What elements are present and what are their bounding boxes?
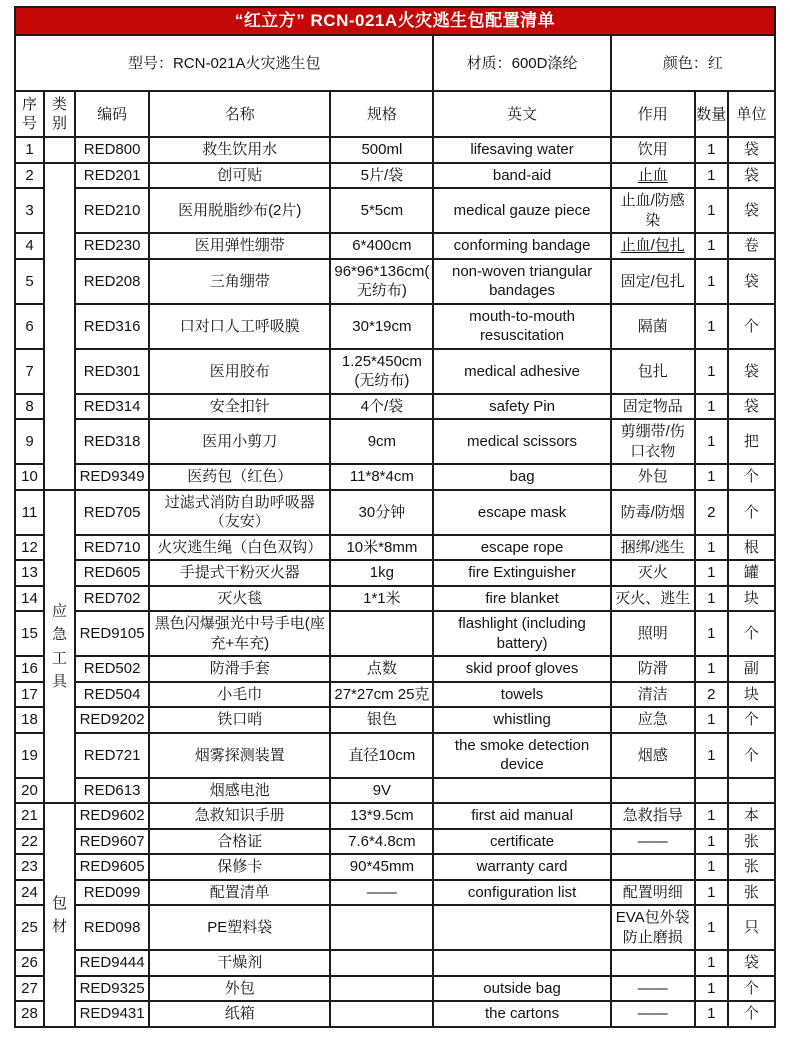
cell-unit: 本 [728,803,775,829]
cell-row-number: 22 [15,829,44,855]
cell-name: 医药包（红色） [149,464,330,490]
cell-english: medical adhesive [433,349,610,394]
cell-english: configuration list [433,880,610,906]
model-cell: 型号：RCN-021A火灾逃生包 [15,35,433,91]
cell-english: band-aid [433,163,610,189]
cell-name: 配置清单 [149,880,330,906]
cell-name: 医用胶布 [149,349,330,394]
cell-quantity: 1 [695,611,728,656]
cell-unit: 张 [728,854,775,880]
cell-quantity: 1 [695,464,728,490]
header-row [15,91,775,137]
color-cell: 颜色：红 [611,35,775,91]
cell-spec: 6*400cm [330,233,433,259]
cell-row-number: 9 [15,419,44,464]
cell-unit: 张 [728,880,775,906]
cell-name: 医用弹性绷带 [149,233,330,259]
col-header-quantity: 数量 [695,91,728,137]
cell-code: RED721 [75,733,149,778]
table-row [15,137,775,163]
cell-code: RED9431 [75,1001,149,1027]
cell-unit: 块 [728,682,775,708]
cell-code: RED314 [75,394,149,420]
cell-spec: 9cm [330,419,433,464]
cell-spec: 30分钟 [330,490,433,535]
table-row [15,163,775,189]
cell-quantity: 1 [695,586,728,612]
cell-english: skid proof gloves [433,656,610,682]
cell-function: 灭火 [611,560,695,586]
cell-function: 饮用 [611,137,695,163]
cell-function: 固定/包扎 [611,259,695,304]
cell-function: —— [611,976,695,1002]
cell-spec: 9V [330,778,433,804]
cell-function: —— [611,829,695,855]
table-row [15,829,775,855]
cell-function: 包扎 [611,349,695,394]
cell-unit: 罐 [728,560,775,586]
cell-spec: 5*5cm [330,188,433,233]
cell-code: RED9325 [75,976,149,1002]
cell-row-number: 15 [15,611,44,656]
cell-row-number: 13 [15,560,44,586]
cell-function: 捆绑/逃生 [611,535,695,561]
cell-english: bag [433,464,610,490]
cell-spec: 10米*8mm [330,535,433,561]
table-row [15,778,775,804]
cell-row-number: 27 [15,976,44,1002]
cell-english: flashlight (including battery) [433,611,610,656]
cell-function [611,778,695,804]
category-cell: 应急工具 [44,490,75,804]
cell-row-number: 28 [15,1001,44,1027]
cell-english: whistling [433,707,610,733]
cell-english: medical scissors [433,419,610,464]
col-header-english: 英文 [433,91,610,137]
cell-unit: 个 [728,707,775,733]
cell-quantity: 1 [695,560,728,586]
cell-english: lifesaving water [433,137,610,163]
cell-english: escape rope [433,535,610,561]
cell-function [611,854,695,880]
cell-unit: 袋 [728,163,775,189]
cell-row-number: 1 [15,137,44,163]
cell-quantity: 1 [695,733,728,778]
cell-quantity: 1 [695,394,728,420]
cell-row-number: 2 [15,163,44,189]
cell-function: 配置明细 [611,880,695,906]
table-row [15,976,775,1002]
cell-name: 干燥剂 [149,950,330,976]
table-row [15,560,775,586]
cell-quantity: 1 [695,976,728,1002]
cell-unit: 袋 [728,394,775,420]
cell-name: 小毛巾 [149,682,330,708]
table-row [15,394,775,420]
cell-quantity: 1 [695,304,728,349]
cell-row-number: 24 [15,880,44,906]
cell-row-number: 11 [15,490,44,535]
cell-unit: 副 [728,656,775,682]
cell-row-number: 25 [15,905,44,950]
cell-unit [728,778,775,804]
cell-english: the cartons [433,1001,610,1027]
cell-english [433,905,610,950]
cell-name: 火灾逃生绳（白色双钩） [149,535,330,561]
cell-spec: 点数 [330,656,433,682]
cell-row-number: 19 [15,733,44,778]
cell-english: fire blanket [433,586,610,612]
cell-quantity: 1 [695,349,728,394]
cell-english: first aid manual [433,803,610,829]
cell-quantity: 1 [695,707,728,733]
col-header-function: 作用 [611,91,695,137]
cell-code: RED9105 [75,611,149,656]
cell-quantity: 1 [695,419,728,464]
table-row [15,535,775,561]
cell-unit: 个 [728,733,775,778]
cell-unit: 个 [728,1001,775,1027]
info-row [15,35,775,91]
cell-english: escape mask [433,490,610,535]
cell-row-number: 16 [15,656,44,682]
config-table [14,6,776,1028]
cell-quantity: 1 [695,950,728,976]
cell-code: RED098 [75,905,149,950]
cell-name: 烟雾探测装置 [149,733,330,778]
cell-name: 合格证 [149,829,330,855]
cell-spec: 1.25*450cm (无纺布) [330,349,433,394]
cell-unit: 袋 [728,349,775,394]
cell-english: fire Extinguisher [433,560,610,586]
cell-english: conforming bandage [433,233,610,259]
cell-function: 隔菌 [611,304,695,349]
cell-name: 三角绷带 [149,259,330,304]
cell-spec: 11*8*4cm [330,464,433,490]
cell-unit: 张 [728,829,775,855]
cell-english: outside bag [433,976,610,1002]
cell-code: RED9444 [75,950,149,976]
cell-row-number: 23 [15,854,44,880]
cell-name: 防滑手套 [149,656,330,682]
cell-name: 过滤式消防自助呼吸器（友安） [149,490,330,535]
cell-spec: —— [330,880,433,906]
table-row [15,854,775,880]
cell-row-number: 7 [15,349,44,394]
cell-quantity: 1 [695,188,728,233]
cell-unit: 袋 [728,950,775,976]
table-row [15,707,775,733]
cell-code: RED504 [75,682,149,708]
cell-spec [330,905,433,950]
cell-code: RED705 [75,490,149,535]
table-row [15,1001,775,1027]
cell-quantity: 1 [695,854,728,880]
cell-row-number: 17 [15,682,44,708]
table-row [15,880,775,906]
cell-unit: 个 [728,464,775,490]
cell-function: —— [611,1001,695,1027]
table-rows [15,137,775,1027]
cell-quantity: 2 [695,682,728,708]
cell-code: RED316 [75,304,149,349]
cell-name: 手提式干粉灭火器 [149,560,330,586]
cell-function: 急救指导 [611,803,695,829]
cell-row-number: 5 [15,259,44,304]
cell-name: 黑色闪爆强光中号手电(座充+车充) [149,611,330,656]
cell-function: 照明 [611,611,695,656]
cell-english: non-woven triangular bandages [433,259,610,304]
cell-spec: 银色 [330,707,433,733]
cell-spec: 7.6*4.8cm [330,829,433,855]
cell-function: 应急 [611,707,695,733]
cell-code: RED9202 [75,707,149,733]
cell-spec [330,976,433,1002]
cell-spec: 90*45mm [330,854,433,880]
cell-function: 烟感 [611,733,695,778]
cell-english: the smoke detection device [433,733,610,778]
table-row [15,803,775,829]
cell-name: PE塑料袋 [149,905,330,950]
cell-name: 保修卡 [149,854,330,880]
table-row [15,905,775,950]
cell-quantity: 1 [695,535,728,561]
cell-spec: 1*1米 [330,586,433,612]
category-cell [44,163,75,490]
cell-english: warranty card [433,854,610,880]
cell-unit: 只 [728,905,775,950]
cell-spec: 30*19cm [330,304,433,349]
col-header-number: 序号 [15,91,44,137]
cell-code: RED800 [75,137,149,163]
table-row [15,682,775,708]
cell-quantity: 1 [695,829,728,855]
cell-code: RED230 [75,233,149,259]
cell-name: 急救知识手册 [149,803,330,829]
cell-row-number: 10 [15,464,44,490]
cell-name: 创可贴 [149,163,330,189]
cell-spec: 13*9.5cm [330,803,433,829]
cell-name: 灭火毯 [149,586,330,612]
table-row [15,464,775,490]
table-row [15,656,775,682]
cell-english: medical gauze piece [433,188,610,233]
cell-name: 铁口哨 [149,707,330,733]
cell-code: RED9605 [75,854,149,880]
table-row [15,349,775,394]
col-header-unit: 单位 [728,91,775,137]
cell-function: 灭火、逃生 [611,586,695,612]
table-row [15,233,775,259]
cell-row-number: 4 [15,233,44,259]
cell-function [611,950,695,976]
table-row [15,304,775,349]
cell-unit: 把 [728,419,775,464]
cell-spec: 1kg [330,560,433,586]
cell-unit: 块 [728,586,775,612]
cell-code: RED318 [75,419,149,464]
cell-function: EVA包外袋防止磨损 [611,905,695,950]
cell-english: safety Pin [433,394,610,420]
category-cell [44,137,75,163]
cell-code: RED502 [75,656,149,682]
cell-function: 剪绷带/伤口衣物 [611,419,695,464]
col-header-spec: 规格 [330,91,433,137]
cell-spec: 500ml [330,137,433,163]
cell-spec: 5片/袋 [330,163,433,189]
cell-code: RED208 [75,259,149,304]
cell-quantity [695,778,728,804]
cell-spec [330,950,433,976]
cell-function: 外包 [611,464,695,490]
cell-function: 止血/防感染 [611,188,695,233]
cell-unit: 卷 [728,233,775,259]
cell-name: 外包 [149,976,330,1002]
cell-english [433,778,610,804]
cell-function: 止血 [611,163,695,189]
cell-row-number: 21 [15,803,44,829]
cell-english [433,950,610,976]
cell-name: 救生饮用水 [149,137,330,163]
cell-row-number: 6 [15,304,44,349]
cell-row-number: 18 [15,707,44,733]
cell-code: RED702 [75,586,149,612]
cell-code: RED099 [75,880,149,906]
cell-name: 纸箱 [149,1001,330,1027]
cell-code: RED710 [75,535,149,561]
cell-quantity: 1 [695,656,728,682]
cell-unit: 个 [728,611,775,656]
col-header-code: 编码 [75,91,149,137]
cell-spec: 4个/袋 [330,394,433,420]
cell-function: 固定物品 [611,394,695,420]
cell-name: 烟感电池 [149,778,330,804]
cell-row-number: 8 [15,394,44,420]
cell-quantity: 2 [695,490,728,535]
cell-code: RED210 [75,188,149,233]
cell-spec [330,1001,433,1027]
cell-row-number: 3 [15,188,44,233]
cell-english: mouth-to-mouth resuscitation [433,304,610,349]
cell-function: 清洁 [611,682,695,708]
table-row [15,259,775,304]
page-title: “红立方” RCN-021A火灾逃生包配置清单 [15,7,775,35]
cell-unit: 袋 [728,137,775,163]
cell-spec: 96*96*136cm(无纺布) [330,259,433,304]
cell-function: 防毒/防烟 [611,490,695,535]
cell-code: RED9349 [75,464,149,490]
table-row [15,419,775,464]
cell-unit: 个 [728,304,775,349]
cell-spec: 27*27cm 25克 [330,682,433,708]
cell-code: RED301 [75,349,149,394]
col-header-name: 名称 [149,91,330,137]
cell-row-number: 20 [15,778,44,804]
cell-quantity: 1 [695,1001,728,1027]
cell-code: RED9602 [75,803,149,829]
cell-unit: 个 [728,490,775,535]
cell-quantity: 1 [695,905,728,950]
table-row [15,188,775,233]
cell-spec [330,611,433,656]
cell-spec: 直径10cm [330,733,433,778]
category-cell: 包材 [44,803,75,1027]
cell-row-number: 12 [15,535,44,561]
table-row [15,950,775,976]
cell-row-number: 14 [15,586,44,612]
material-cell: 材质：600D涤纶 [433,35,610,91]
cell-quantity: 1 [695,233,728,259]
table-row [15,586,775,612]
table-row [15,733,775,778]
table-row [15,611,775,656]
cell-code: RED9607 [75,829,149,855]
cell-name: 医用小剪刀 [149,419,330,464]
table-row [15,490,775,535]
cell-english: towels [433,682,610,708]
title-row [15,7,775,35]
cell-name: 口对口人工呼吸膜 [149,304,330,349]
cell-unit: 根 [728,535,775,561]
cell-unit: 个 [728,976,775,1002]
cell-unit: 袋 [728,188,775,233]
cell-code: RED613 [75,778,149,804]
cell-quantity: 1 [695,259,728,304]
cell-english: certificate [433,829,610,855]
cell-function: 防滑 [611,656,695,682]
cell-code: RED201 [75,163,149,189]
cell-function: 止血/包扎 [611,233,695,259]
cell-quantity: 1 [695,803,728,829]
cell-code: RED605 [75,560,149,586]
cell-quantity: 1 [695,163,728,189]
cell-quantity: 1 [695,880,728,906]
cell-name: 医用脱脂纱布(2片) [149,188,330,233]
cell-unit: 袋 [728,259,775,304]
cell-quantity: 1 [695,137,728,163]
col-header-category: 类别 [44,91,75,137]
cell-name: 安全扣针 [149,394,330,420]
cell-row-number: 26 [15,950,44,976]
